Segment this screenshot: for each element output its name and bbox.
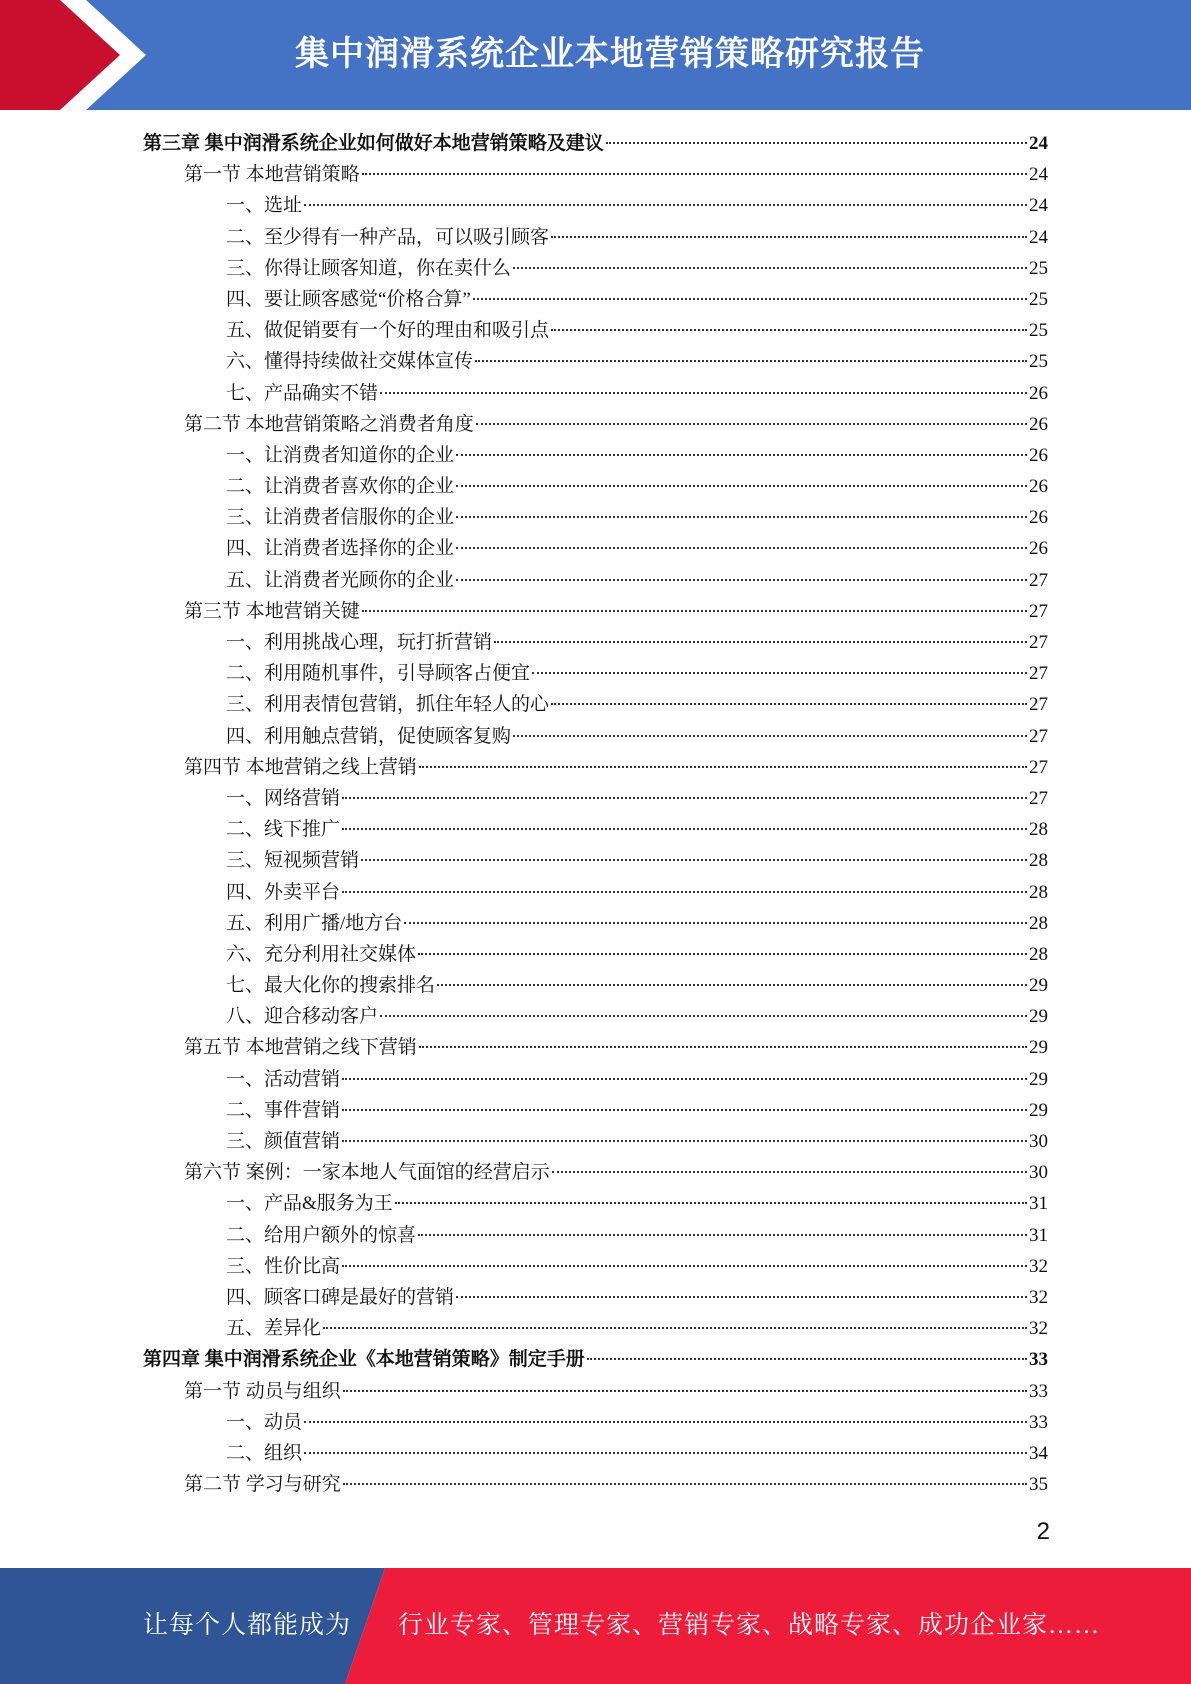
toc-entry-item[interactable]: [143, 783, 1048, 814]
toc-dot-leader: [304, 204, 1027, 206]
toc-entry-title: 二、组织: [226, 1442, 303, 1464]
toc-entry-item[interactable]: [143, 315, 1048, 346]
toc-dot-leader: [456, 454, 1027, 456]
toc-dot-leader: [380, 392, 1027, 394]
toc-entry-title: 四、让消费者选择你的企业: [226, 538, 455, 560]
toc-entry-page: 28: [1029, 850, 1048, 872]
toc-entry-title: 三、让消费者信服你的企业: [226, 507, 455, 529]
toc-entry-item[interactable]: [143, 845, 1048, 876]
toc-entry-page: 26: [1029, 413, 1048, 435]
toc-entry-title: 四、外卖平台: [226, 881, 341, 903]
toc-entry-section[interactable]: [143, 1376, 1048, 1407]
toc-dot-leader: [475, 360, 1027, 362]
toc-entry-title: 第一节 动员与组织: [184, 1380, 341, 1402]
toc-entry-page: 29: [1029, 975, 1048, 997]
toc-entry-item[interactable]: [143, 939, 1048, 970]
toc-entry-item[interactable]: [143, 1220, 1048, 1251]
toc-dot-leader: [342, 797, 1027, 799]
toc-entry-title: 一、利用挑战心理，玩打折营销: [226, 632, 493, 653]
toc-entry-page: 29: [1029, 1068, 1048, 1090]
toc-entry-title: 四、要让顾客感觉“价格合算”: [226, 288, 471, 310]
toc-entry-item[interactable]: [143, 1438, 1048, 1469]
toc-entry-item[interactable]: [143, 627, 1048, 658]
toc-dot-leader: [304, 1452, 1027, 1454]
toc-entry-item[interactable]: [143, 908, 1048, 939]
toc-entry-page: 33: [1029, 1380, 1048, 1402]
toc-dot-leader: [395, 1202, 1027, 1204]
toc-entry-title: 一、让消费者知道你的企业: [226, 444, 455, 466]
toc-entry-page: 29: [1029, 1037, 1048, 1059]
toc-entry-title: 第二节 本地营销策略之消费者角度: [184, 413, 474, 435]
toc-entry-title: 第三章 集中润滑系统企业如何做好本地营销策略及建议: [143, 133, 604, 154]
page-header: [0, 0, 1191, 110]
toc-entry-item[interactable]: [143, 284, 1048, 315]
toc-dot-leader: [551, 329, 1027, 331]
toc-entry-title: 六、充分利用社交媒体: [226, 943, 417, 965]
toc-entry-page: 32: [1029, 1286, 1048, 1308]
toc-entry-page: 28: [1029, 819, 1048, 841]
toc-entry-page: 24: [1029, 195, 1048, 217]
toc-entry-page: 26: [1029, 507, 1048, 529]
footer-slogan-left: 让每个人都能成为: [143, 1612, 352, 1639]
toc-entry-page: 30: [1029, 1131, 1048, 1152]
toc-dot-leader: [343, 1390, 1027, 1392]
toc-entry-title: 五、利用广播/地方台: [226, 912, 403, 934]
toc-dot-leader: [418, 1234, 1027, 1236]
toc-dot-leader: [456, 547, 1027, 549]
toc-entry-title: 第六节 案例：一家本地人气面馆的经营启示: [184, 1162, 550, 1184]
toc-entry-title: 四、利用触点营销，促使顾客复购: [226, 725, 512, 747]
toc-entry-page: 25: [1029, 288, 1048, 310]
toc-dot-leader: [551, 703, 1027, 705]
toc-entry-title: 二、线下推广: [226, 819, 341, 841]
toc-entry-title: 四、顾客口碑是最好的营销: [226, 1286, 455, 1308]
toc-entry-item[interactable]: [143, 253, 1048, 284]
toc-dot-leader: [456, 579, 1027, 581]
toc-entry-title: 第三节 本地营销关键: [184, 600, 360, 622]
toc-entry-page: 28: [1029, 881, 1048, 903]
toc-entry-item[interactable]: [143, 1407, 1048, 1438]
toc-dot-leader: [342, 1140, 1027, 1142]
toc-dot-leader: [342, 828, 1027, 830]
toc-entry-page: 26: [1029, 382, 1048, 404]
toc-entry-item[interactable]: [143, 378, 1048, 409]
toc-entry-page: 34: [1029, 1442, 1048, 1464]
toc-entry-page: 25: [1029, 351, 1048, 373]
toc-entry-title: 第二节 学习与研究: [184, 1474, 341, 1496]
toc-dot-leader: [342, 1265, 1027, 1267]
toc-entry-section[interactable]: [143, 1032, 1048, 1063]
toc-entry-item[interactable]: [143, 222, 1048, 253]
toc-dot-leader: [362, 173, 1027, 175]
toc-entry-item[interactable]: [143, 1188, 1048, 1219]
toc-entry-page: 33: [1029, 1411, 1048, 1433]
toc-entry-section[interactable]: [143, 409, 1048, 440]
toc-entry-title: 二、利用随机事件，引导顾客占便宜: [226, 663, 531, 685]
toc-entry-page: 27: [1029, 756, 1048, 778]
toc-entry-item[interactable]: [143, 440, 1048, 471]
toc-entry-title: 一、网络营销: [226, 787, 341, 809]
toc-entry-chapter[interactable]: [143, 1344, 1048, 1375]
toc-entry-item[interactable]: [143, 1282, 1048, 1313]
toc-entry-title: 七、产品确实不错: [226, 382, 379, 404]
toc-entry-page: 28: [1029, 943, 1048, 965]
toc-entry-page: 27: [1029, 663, 1048, 685]
toc-entry-page: 24: [1029, 164, 1048, 186]
toc-entry-item[interactable]: [143, 658, 1048, 689]
toc-entry-page: 35: [1029, 1474, 1048, 1496]
toc-dot-leader: [380, 1015, 1027, 1017]
toc-entry-page: 27: [1029, 632, 1048, 653]
toc-entry-title: 一、活动营销: [226, 1068, 341, 1090]
toc-entry-item[interactable]: [143, 190, 1048, 221]
toc-entry-item[interactable]: [143, 877, 1048, 908]
toc-entry-section[interactable]: [143, 752, 1048, 783]
toc-entry-page: 33: [1029, 1349, 1048, 1371]
toc-dot-leader: [552, 1171, 1027, 1173]
toc-entry-title: 二、给用户额外的惊喜: [226, 1224, 417, 1246]
toc-entry-page: 27: [1029, 600, 1048, 622]
toc-dot-leader: [419, 766, 1027, 768]
toc-entry-title: 六、懂得持续做社交媒体宣传: [226, 351, 474, 373]
toc-entry-item[interactable]: [143, 1126, 1048, 1157]
toc-entry-page: 27: [1029, 569, 1048, 591]
toc-entry-page: 30: [1029, 1162, 1048, 1184]
toc-entry-page: 29: [1029, 1006, 1048, 1028]
toc-entry-item[interactable]: [143, 471, 1048, 502]
toc-entry-page: 26: [1029, 476, 1048, 498]
toc-entry-page: 25: [1029, 320, 1048, 342]
toc-entry-item[interactable]: [143, 1095, 1048, 1126]
toc-dot-leader: [513, 735, 1027, 737]
toc-entry-title: 五、让消费者光顾你的企业: [226, 569, 455, 591]
toc-entry-page: 27: [1029, 725, 1048, 747]
toc-dot-leader: [456, 1296, 1027, 1298]
toc-entry-page: 27: [1029, 694, 1048, 716]
toc-dot-leader: [494, 641, 1027, 643]
toc-dot-leader: [418, 953, 1027, 955]
toc-entry-title: 一、选址: [226, 195, 303, 217]
toc-entry-page: 24: [1029, 226, 1048, 248]
toc-entry-section[interactable]: [143, 1469, 1048, 1500]
page-number: 2: [1036, 1518, 1050, 1545]
toc-entry-item[interactable]: [143, 565, 1048, 596]
toc-dot-leader: [362, 610, 1027, 612]
toc-entry-title: 二、事件营销: [226, 1099, 341, 1121]
toc-entry-item[interactable]: [143, 1064, 1048, 1095]
toc-entry-title: 五、差异化: [226, 1318, 322, 1340]
toc-entry-page: 28: [1029, 912, 1048, 934]
toc-dot-leader: [473, 298, 1027, 300]
toc-dot-leader: [404, 922, 1027, 924]
toc-entry-title: 三、性价比高: [226, 1255, 341, 1277]
toc-entry-item[interactable]: [143, 1251, 1048, 1282]
toc-entry-page: 32: [1029, 1318, 1048, 1340]
toc-entry-page: 31: [1029, 1224, 1048, 1246]
toc-entry-page: 26: [1029, 444, 1048, 466]
toc-dot-leader: [342, 891, 1027, 893]
page-footer: [0, 1568, 1191, 1684]
toc-entry-title: 三、你得让顾客知道，你在卖什么: [226, 257, 512, 279]
toc-dot-leader: [342, 1109, 1027, 1111]
toc-dot-leader: [323, 1327, 1027, 1329]
toc-entry-page: 31: [1029, 1193, 1048, 1215]
toc-entry-item[interactable]: [143, 814, 1048, 845]
toc-dot-leader: [343, 1483, 1027, 1485]
toc-dot-leader: [532, 672, 1027, 674]
toc-dot-leader: [456, 516, 1027, 518]
toc-dot-leader: [551, 236, 1027, 238]
toc-entry-page: 26: [1029, 538, 1048, 560]
toc-dot-leader: [587, 1358, 1027, 1360]
toc-entry-item[interactable]: [143, 721, 1048, 752]
toc-entry-title: 二、让消费者喜欢你的企业: [226, 476, 455, 498]
toc-dot-leader: [606, 142, 1027, 144]
toc-entry-page: 29: [1029, 1099, 1048, 1121]
toc-dot-leader: [437, 984, 1027, 986]
toc-entry-section[interactable]: [143, 1157, 1048, 1188]
toc-entry-title: 第四节 本地营销之线上营销: [184, 756, 417, 778]
toc-entry-item[interactable]: [143, 533, 1048, 564]
toc-dot-leader: [419, 1046, 1027, 1048]
toc-entry-title: 五、做促销要有一个好的理由和吸引点: [226, 320, 550, 342]
toc-entry-title: 三、利用表情包营销，抓住年轻人的心: [226, 694, 550, 716]
toc-entry-section[interactable]: [143, 159, 1048, 190]
toc-entry-item[interactable]: [143, 346, 1048, 377]
toc-entry-page: 32: [1029, 1255, 1048, 1277]
toc-entry-title: 八、迎合移动客户: [226, 1006, 379, 1028]
toc-dot-leader: [513, 267, 1027, 269]
toc-entry-title: 一、动员: [226, 1411, 303, 1433]
toc-entry-title: 七、最大化你的搜索排名: [226, 975, 436, 997]
toc-entry-section[interactable]: [143, 596, 1048, 627]
toc-entry-item[interactable]: [143, 1001, 1048, 1032]
toc-entry-title: 第四章 集中润滑系统企业《本地营销策略》制定手册: [143, 1349, 585, 1371]
toc-entry-page: 27: [1029, 787, 1048, 809]
toc-entry-chapter[interactable]: [143, 128, 1048, 159]
toc-entry-page: 25: [1029, 257, 1048, 279]
toc-dot-leader: [476, 423, 1027, 425]
toc-entry-title: 第五节 本地营销之线下营销: [184, 1037, 417, 1059]
toc-entry-title: 一、产品&服务为王: [226, 1193, 393, 1215]
toc-entry-item[interactable]: [143, 502, 1048, 533]
toc-entry-title: 第一节 本地营销策略: [184, 164, 360, 186]
footer-slogan-right: 行业专家、管理专家、营销专家、战略专家、成功企业家……: [398, 1612, 1101, 1639]
toc-entry-item[interactable]: [143, 1313, 1048, 1344]
table-of-contents: [143, 128, 1048, 1500]
report-title: 集中润滑系统企业本地营销策略研究报告: [295, 34, 925, 74]
toc-entry-item[interactable]: [143, 970, 1048, 1001]
toc-entry-item[interactable]: [143, 689, 1048, 720]
toc-dot-leader: [304, 1421, 1027, 1423]
toc-dot-leader: [342, 1078, 1027, 1080]
toc-entry-title: 三、短视频营销: [226, 850, 360, 872]
toc-entry-title: 三、颜值营销: [226, 1131, 341, 1152]
toc-entry-page: 24: [1029, 133, 1048, 154]
toc-dot-leader: [456, 485, 1027, 487]
toc-entry-title: 二、至少得有一种产品，可以吸引顾客: [226, 226, 550, 248]
toc-dot-leader: [361, 859, 1027, 861]
